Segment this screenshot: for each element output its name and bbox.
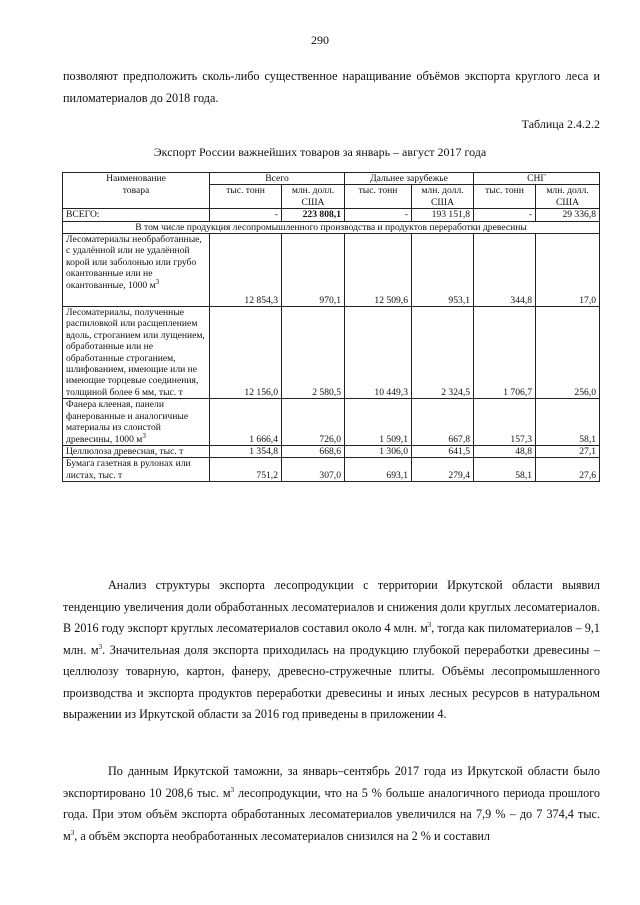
cell: 751,2 bbox=[210, 458, 282, 482]
table-title: Экспорт России важнейших товаров за январь – август 2017 года bbox=[153, 145, 487, 159]
cell: 726,0 bbox=[282, 399, 345, 446]
table-number: Таблица 2.4.2.2 bbox=[521, 117, 600, 131]
cell: 29 336,8 bbox=[536, 209, 600, 221]
cell: 10 449,3 bbox=[345, 307, 412, 399]
table-row bbox=[63, 458, 600, 482]
cell: 17,0 bbox=[536, 234, 600, 307]
cell: 307,0 bbox=[282, 458, 345, 482]
row-label: Лесоматериалы, полученные распиловкой или расщеплением вдоль, строганием или лущением, обработанные или не обработанные строганием, шлифованием, имеющие или не имеющие торцевые соединения, толщиной более 6 мм, тыс. т bbox=[63, 307, 210, 399]
cell: 223 808,1 bbox=[282, 209, 345, 221]
table-subheader-row bbox=[63, 185, 600, 209]
cell: 641,5 bbox=[412, 445, 474, 457]
header-name-2: товара bbox=[63, 185, 210, 209]
intro-paragraph: позволяют предположить сколь-либо существенное наращивание объёмов экспорта круглого леса и пиломатериалов до 2018 года. bbox=[63, 69, 600, 105]
cell: 157,3 bbox=[474, 399, 536, 446]
row-label: Фанера клееная, панели фанерованные и аналогичные материалы из слоистой древесины, 1000 $м^3$ bbox=[63, 399, 210, 446]
cell: 1 666,4 bbox=[210, 399, 282, 446]
analysis-paragraph: Анализ структуры экспорта лесопродукции с территории Иркутской области выявил тенденцию увеличения доли обработанных лесоматериалов и снижения доли круглых лесоматериалов. В 2016 году экспорт круглых лесоматериалов составил около 4 млн. $м^3$, тогда как пиломатериалов – 9,1 млн. $м^3$. Значительная доля экспорта приходилась на продукцию глубокой переработки древесины – целлюлозу товарную, картон, фанеру, древесно-стружечные плиты. Объёмы лесопромышленного производства и экспорта продуктов переработки древесины и иных лесных ресурсов в натуральном выражении из Иркутской области за 2016 год приведены в приложении 4. bbox=[63, 578, 600, 721]
cell: 279,4 bbox=[412, 458, 474, 482]
cell: 193 151,8 bbox=[412, 209, 474, 221]
header-name: Наименование bbox=[63, 173, 210, 185]
cell: 27,6 bbox=[536, 458, 600, 482]
unit-usd: млн. долл. США bbox=[412, 185, 474, 209]
section-label: В том числе продукция лесопромышленного производства и продуктов переработки древесины bbox=[63, 221, 600, 233]
cell: 1 706,7 bbox=[474, 307, 536, 399]
table-header-row bbox=[63, 173, 600, 185]
table-row bbox=[63, 399, 600, 446]
cell: 12 156,0 bbox=[210, 307, 282, 399]
cell: 1 306,0 bbox=[345, 445, 412, 457]
cell: 27,1 bbox=[536, 445, 600, 457]
row-label: Лесоматериалы необработанные, с удалённой или не удалённой корой или заболонью или грубо окантованные или не окантованные, 1000 $м^3$ bbox=[63, 234, 210, 307]
header-far-abroad: Дальнее зарубежье bbox=[345, 173, 474, 185]
page-number: 290 bbox=[311, 33, 329, 47]
cell: 12 509,6 bbox=[345, 234, 412, 307]
row-label: Бумага газетная в рулонах или листах, тыс. т bbox=[63, 458, 210, 482]
row-label: Целлюлоза древесная, тыс. т bbox=[63, 445, 210, 457]
row-label: ВСЕГО: bbox=[63, 209, 210, 221]
customs-paragraph: По данным Иркутской таможни, за январь–сентябрь 2017 года из Иркутской области было экспортировано 10 208,6 тыс. $м^3$ лесопродукции, что на 5 % больше аналогичного периода прошлого года. При этом объём экспорта обработанных лесоматериалов увеличился на 7,9 % – до 7 374,4 тыс. $м^3$, а объём экспорта необработанных лесоматериалов снизился на 2 % и составил bbox=[63, 764, 600, 843]
cell: 668,6 bbox=[282, 445, 345, 457]
table-row bbox=[63, 307, 600, 399]
table-row bbox=[63, 445, 600, 457]
cell: 2 580,5 bbox=[282, 307, 345, 399]
total-row bbox=[63, 209, 600, 221]
cell: 1 509,1 bbox=[345, 399, 412, 446]
unit-usd: млн. долл. США bbox=[282, 185, 345, 209]
cell: - bbox=[210, 209, 282, 221]
cell: - bbox=[474, 209, 536, 221]
table-row bbox=[63, 234, 600, 307]
header-total: Всего bbox=[210, 173, 345, 185]
unit-usd: млн. долл. США bbox=[536, 185, 600, 209]
cell: 48,8 bbox=[474, 445, 536, 457]
section-row bbox=[63, 221, 600, 233]
export-table bbox=[62, 172, 600, 482]
cell: 1 354,8 bbox=[210, 445, 282, 457]
unit-tons: тыс. тонн bbox=[474, 185, 536, 209]
cell: 58,1 bbox=[536, 399, 600, 446]
cell: 970,1 bbox=[282, 234, 345, 307]
cell: 693,1 bbox=[345, 458, 412, 482]
cell: 58,1 bbox=[474, 458, 536, 482]
unit-tons: тыс. тонн bbox=[210, 185, 282, 209]
header-cis: СНГ bbox=[474, 173, 600, 185]
cell: 344,8 bbox=[474, 234, 536, 307]
cell: 256,0 bbox=[536, 307, 600, 399]
cell: 953,1 bbox=[412, 234, 474, 307]
cell: 667,8 bbox=[412, 399, 474, 446]
cell: 2 324,5 bbox=[412, 307, 474, 399]
unit-tons: тыс. тонн bbox=[345, 185, 412, 209]
cell: 12 854,3 bbox=[210, 234, 282, 307]
cell: - bbox=[345, 209, 412, 221]
